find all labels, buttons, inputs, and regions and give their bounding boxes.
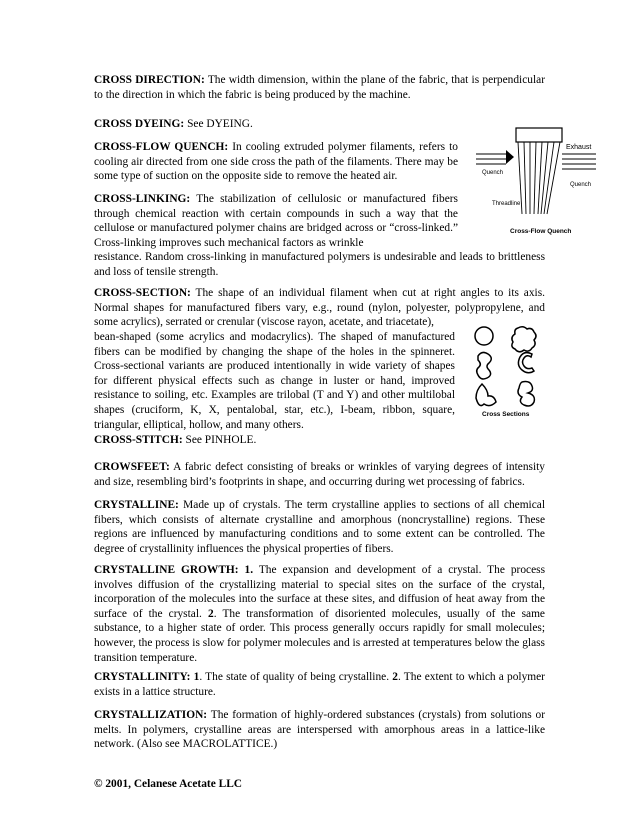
entry-cross-section-a: CROSS-SECTION: The shape of an individual filament when cut at right angles to its axis. Normal shapes for manufactured fibers vary, e.g., round (nylon, polyester, polypropylene, and some acrylics), serrated or crenular (viscose rayon, acetate, and triacetate), (94, 287, 545, 329)
entry-cross-linking-b: resistance. Random cross-linking in manufactured polymers is undesirable and leads to brittleness and loss of tensile strength. (94, 251, 545, 278)
entry-cross-stitch: CROSS-STITCH: See PINHOLE. (94, 434, 257, 446)
entry-crowsfeet: CROWSFEET: A fabric defect consisting of breaks or wrinkles of varying degrees of intensity and size, resembling bird’s footprints in shape, and occurring during wet processing of fabrics. (94, 461, 545, 488)
cross-flow-quench-figure (468, 126, 598, 238)
entry-cross-dyeing: CROSS DYEING: See DYEING. (94, 118, 253, 130)
exhaust-label: Exhaust (566, 144, 592, 151)
entry-crystallinity: CRYSTALLINITY: 1. The state of quality of being crystalline. 2. The extent to which a polymer exists in a lattice structure. (94, 671, 545, 698)
entry-cross-direction: CROSS DIRECTION: The width dimension, within the plane of the fabric, that is perpendicular to the direction in which the fabric is being produced by the machine. (94, 74, 545, 101)
copyright-footer: © 2001, Celanese Acetate LLC (94, 778, 243, 790)
cross-flow-quench-diagram (468, 126, 598, 238)
entry-crystallization: CRYSTALLIZATION: The formation of highly-ordered substances (crystals) from solutions or melts. In polymers, crystalline areas are interspersed with amorphous areas in a lattice-like network. (Also see MACROLATTICE.) (94, 709, 545, 751)
entry-crystalline-growth: CRYSTALLINE GROWTH: 1. The expansion and development of a crystal. The process involves diffusion of the crystallizing material to special sites on the surface of the crystal, incorporation of the molecules into the surface at these sites, and diffusion of heat away from the surface of the crystal. 2. The transformation of disoriented molecules, usually of the same substance, to a higher state of order. This process generally occurs rapidly for small molecules; however, the process is slow for polymer molecules and is arrested at temperatures below the glass transition temperature. (94, 564, 545, 664)
cross-sections-figure (470, 322, 550, 422)
threadline-label: Threadline (492, 201, 521, 207)
quench-caption: Cross-Flow Quench (510, 228, 572, 235)
entry-cross-flow-quench: CROSS-FLOW QUENCH: In cooling extruded polymer filaments, refers to cooling air directed from one side cross the path of the filaments. There may be some type of suction on the opposite side to remove the heated air. (94, 141, 458, 183)
sections-caption: Cross Sections (482, 411, 530, 418)
entry-crystalline: CRYSTALLINE: Made up of crystals. The term crystalline applies to sections of all chemical fibers, which consists of alternate crystalline and amorphous (noncrystalline) regions. These regions are influenced by manufacturing conditions and to some extent can be controlled. The degree of crystallinity influences the physical properties of fibers. (94, 499, 546, 555)
quench-right-label: Quench (570, 182, 592, 188)
entry-cross-linking-a: CROSS-LINKING: The stabilization of cellulosic or manufactured fibers through chemical reaction with certain compounds in such a way that the cellulose or manufactured polymer chains are bridged across or “cross-linked.” Cross-linking improves such mechanical factors as wrinkle (94, 193, 458, 249)
entry-cross-section-b: bean-shaped (some acrylics and modacrylics). The shaped of manufactured fibers can be modified by changing the shape of the holes in the spinneret. Cross-sectional variants are produced intentionally in wide variety of shapes for different physical effects such as change in luster or hand, improved resistance to soiling, etc. Examples are trilobal (T and Y) and other multilobal shapes (cruciform, K, X, pentalobal, star, etc.), I-beam, ribbon, square, triangular, elliptical, hollow, and many others. (94, 331, 455, 431)
cross-sections-diagram (470, 322, 550, 422)
quench-left-label: Quench (482, 170, 504, 176)
